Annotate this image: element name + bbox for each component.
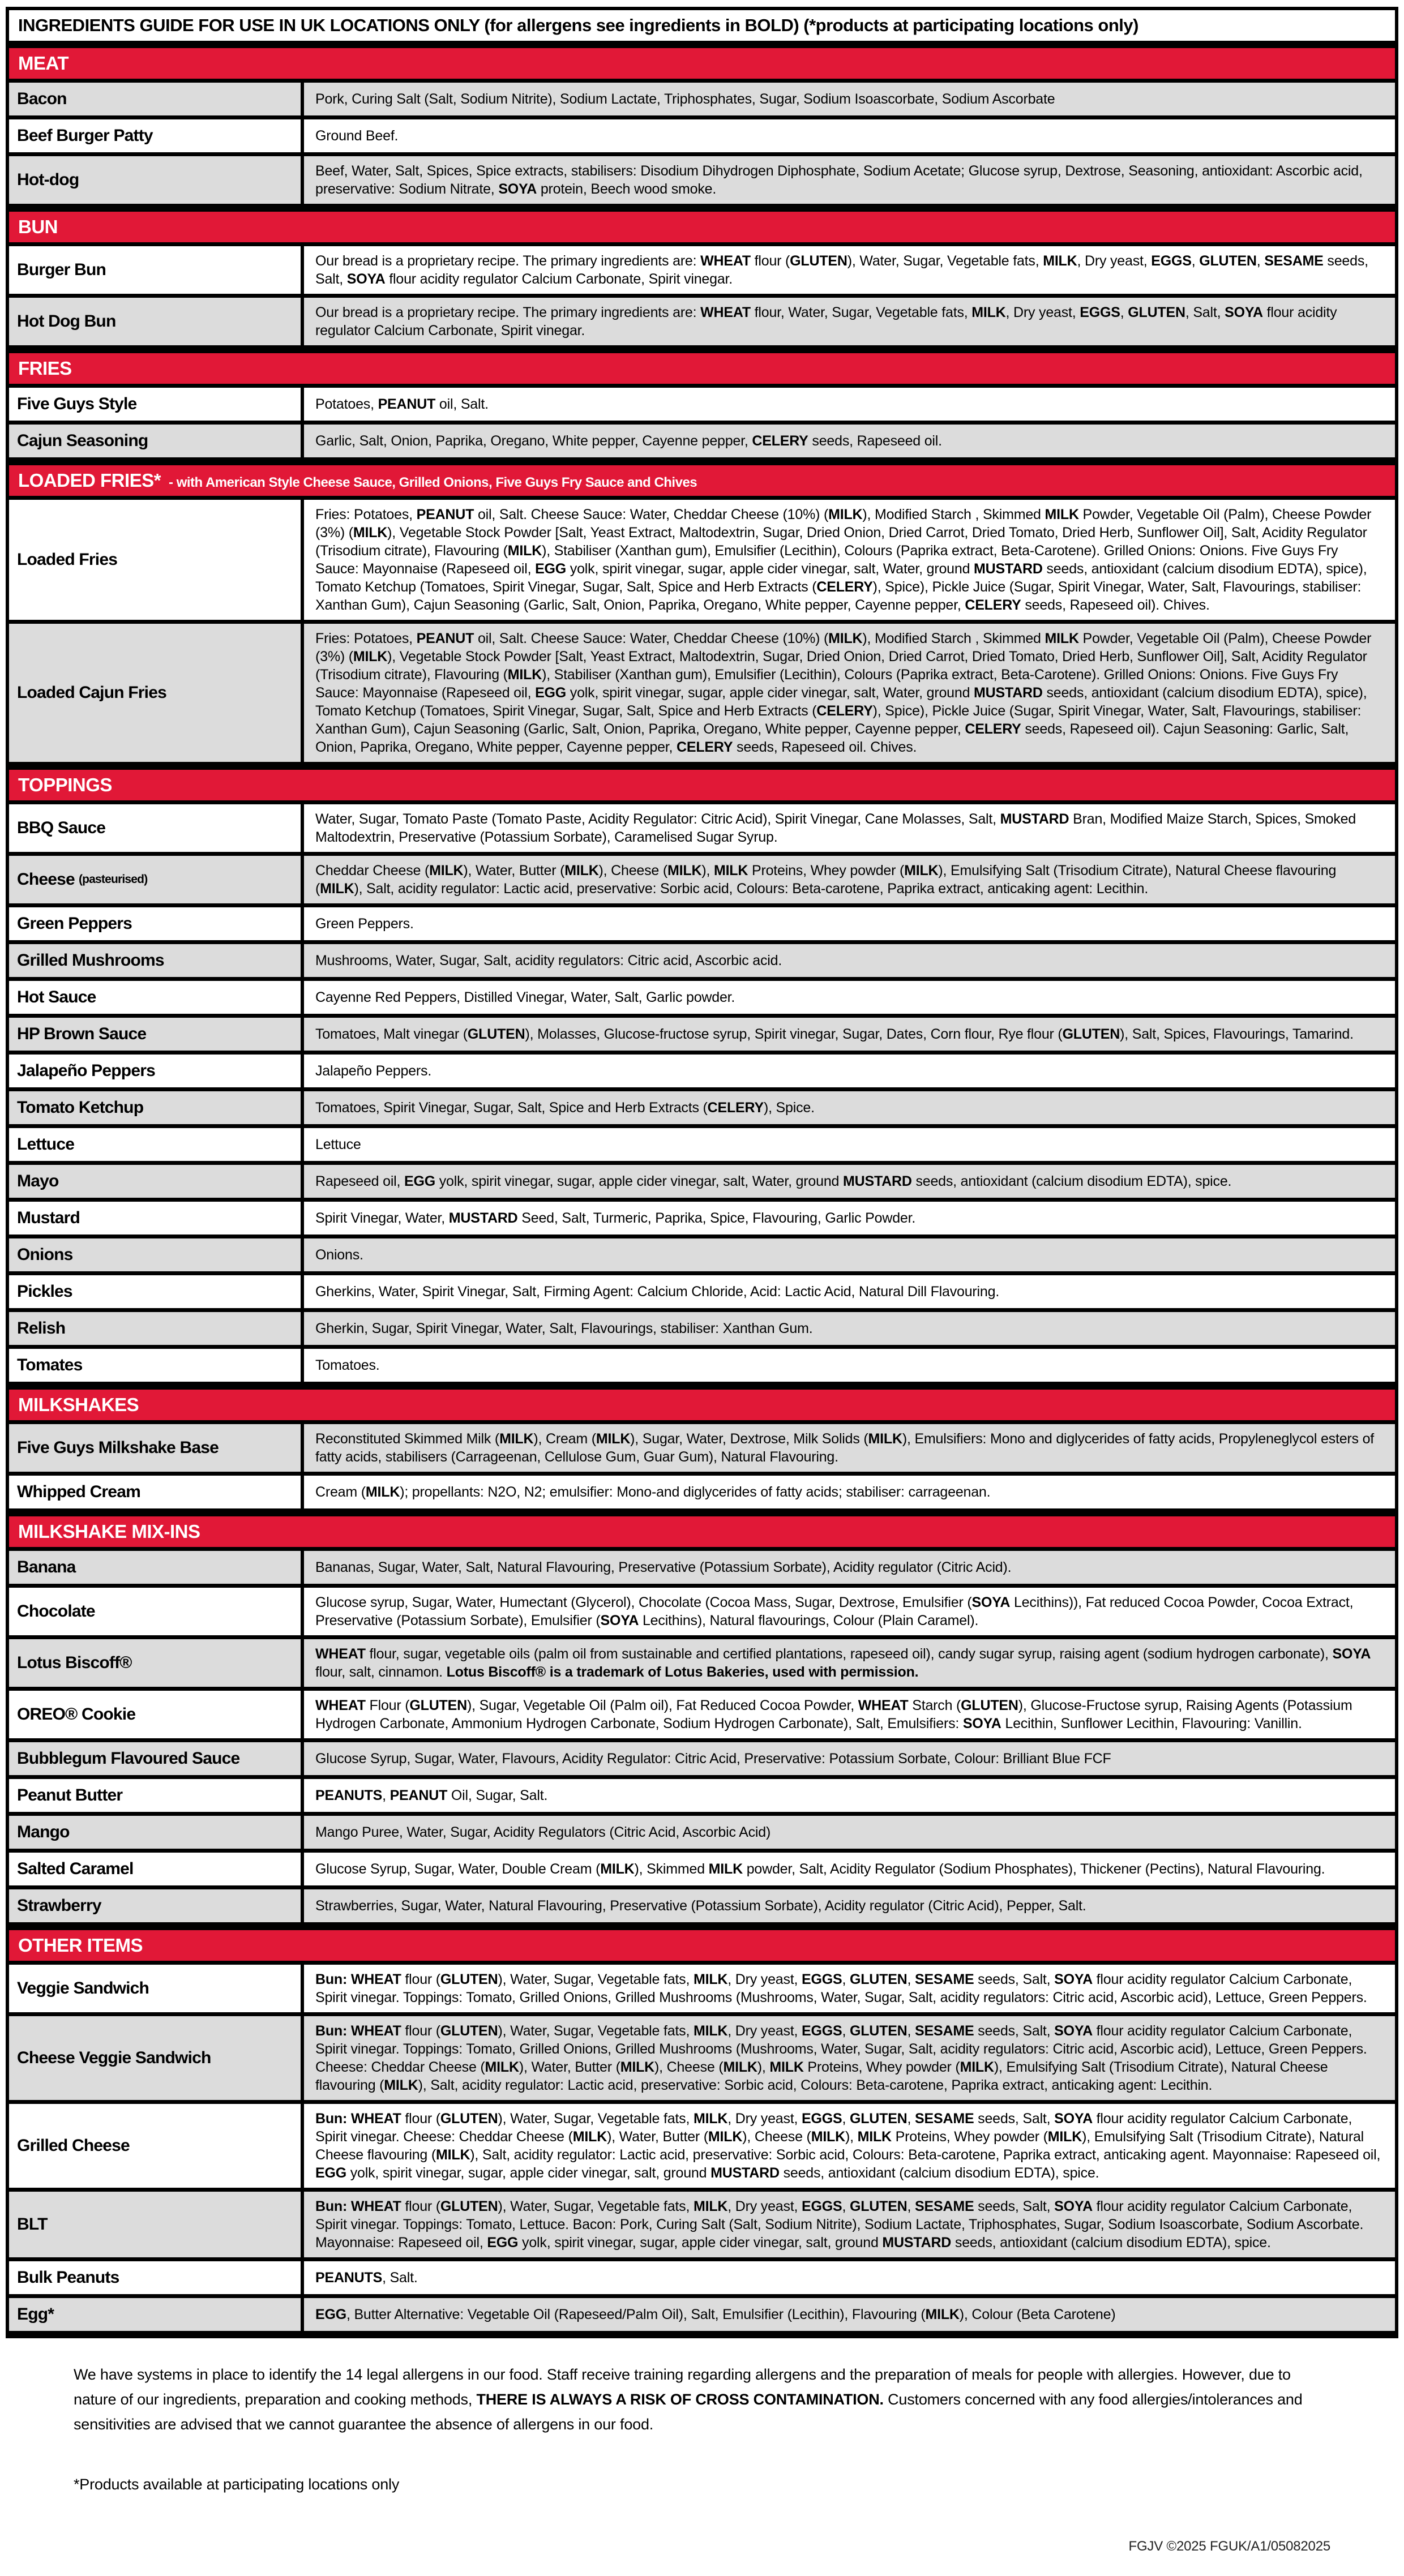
item-name: Cheese Veggie Sandwich bbox=[17, 2048, 211, 2068]
ingredients-text: EGG, Butter Alternative: Vegetable Oil (Rapeseed/Palm Oil), Salt, Emulsifier (Lecithin), Flavouring (MILK), Colour (Beta Carotene) bbox=[315, 2307, 1116, 2322]
item-name-cell bbox=[9, 1424, 304, 1472]
ingredients-cell bbox=[304, 804, 1395, 852]
ingredients-cell bbox=[304, 2104, 1395, 2188]
table-row bbox=[9, 83, 1395, 119]
item-name: Peanut Butter bbox=[17, 1786, 123, 1805]
ingredients-cell bbox=[304, 907, 1395, 940]
ingredients-text: Tomatoes, Malt vinegar (GLUTEN), Molasses, Glucose-fructose syrup, Spirit vinegar, Sugar, Dates, Corn flour, Rye flour (GLUTEN), Salt, Spices, Flavourings, Tamarind. bbox=[315, 1026, 1354, 1042]
section-rows bbox=[9, 388, 1395, 461]
ingredients-text: Rapeseed oil, EGG yolk, spirit vinegar, sugar, apple cider vinegar, salt, Water, ground MUSTARD seeds, antioxidant (calcium disodium EDTA), spice. bbox=[315, 1173, 1232, 1189]
item-name: Mayo bbox=[17, 1172, 59, 1191]
item-name: Hot Sauce bbox=[17, 988, 96, 1007]
document-code: FGJV ©2025 FGUK/A1/05082025 bbox=[1128, 2539, 1330, 2554]
section bbox=[9, 208, 1395, 349]
item-name: Whipped Cream bbox=[17, 1482, 140, 1502]
table-row bbox=[9, 1055, 1395, 1091]
ingredients-cell bbox=[304, 1312, 1395, 1345]
table-row bbox=[9, 1691, 1395, 1742]
table-row bbox=[9, 1275, 1395, 1312]
section-label: TOPPINGS bbox=[18, 774, 112, 795]
ingredients-text: WHEAT flour, sugar, vegetable oils (palm oil from sustainable and certified plantations, rapeseed oil), candy sugar syrup, raising agent (sodium hydrogen carbonate), SOYA flour, salt, cinnamon. Lotus Biscoff® is a trademark of Lotus Bakeries, used with permission. bbox=[315, 1646, 1371, 1680]
item-name-cell bbox=[9, 500, 304, 620]
item-name: Five Guys Style bbox=[17, 395, 137, 414]
item-name: Banana bbox=[17, 1558, 76, 1577]
ingredients-cell bbox=[304, 1476, 1395, 1508]
item-name: HP Brown Sauce bbox=[17, 1025, 147, 1044]
item-name: Tomato Ketchup bbox=[17, 1098, 144, 1117]
ingredients-text: Green Peppers. bbox=[315, 916, 414, 932]
item-name-cell bbox=[9, 246, 304, 294]
ingredients-cell bbox=[304, 1588, 1395, 1635]
ingredients-text: Spirit Vinegar, Water, MUSTARD Seed, Salt, Turmeric, Paprika, Spice, Flavouring, Garlic Powder. bbox=[315, 1210, 916, 1226]
ingredients-text: Bun: WHEAT flour (GLUTEN), Water, Sugar, Vegetable fats, MILK, Dry yeast, EGGS, GLUTEN, SESAME seeds, Salt, SOYA flour acidity regulator Calcium Carbonate, Spirit vinegar. Toppings: Tomato, Grilled Onions, Grilled Mushrooms (Mushrooms, Water, Sugar, Salt, acidity regulators: Citric acid, Ascorbic acid), Lettuce, Green Peppers. Cheese: Cheddar Cheese (MILK), Water, Butter (MILK), Cheese (MILK), MILK Proteins, Whey powder (MILK), Emulsifying Salt (Trisodium Citrate), Natural Cheese flavouring (MILK), Salt, acidity regulator: Lactic acid, preservative: Sorbic acid, Colours: Beta-carotene, Paprika extract, anticaking agent: Lecithin. bbox=[315, 2023, 1367, 2093]
item-name: Hot-dog bbox=[17, 170, 79, 190]
allergen-disclaimer: We have systems in place to identify the 14 legal allergens in our food. Staff receive training regarding allergens and the preparation of meals for people with allergies. However, due to nature of our ingredients, preparation and cooking methods, THERE IS ALWAYS A RISK OF CROSS CONTAMINATION. Customers concerned with any food allergies/intolerances and sensitivities are advised that we cannot guarantee the absence of allergens in our food. bbox=[74, 2366, 1303, 2433]
item-name: Lettuce bbox=[17, 1135, 75, 1154]
item-name-cell bbox=[9, 1165, 304, 1198]
item-name: Mango bbox=[17, 1823, 70, 1842]
item-name: Cajun Seasoning bbox=[17, 431, 148, 451]
ingredients-cell bbox=[304, 1128, 1395, 1161]
ingredients-text: Mango Puree, Water, Sugar, Acidity Regulators (Citric Acid, Ascorbic Acid) bbox=[315, 1824, 771, 1840]
table-row bbox=[9, 1165, 1395, 1202]
page-title: INGREDIENTS GUIDE FOR USE IN UK LOCATIONS ONLY (for allergens see ingredients in BOLD) (*products at participating locations only) bbox=[6, 7, 1398, 44]
table-row bbox=[9, 2261, 1395, 2298]
section-rows bbox=[9, 83, 1395, 208]
ingredients-cell bbox=[304, 388, 1395, 421]
table-row bbox=[9, 1091, 1395, 1128]
table-row bbox=[9, 388, 1395, 425]
table-row bbox=[9, 907, 1395, 944]
ingredients-cell bbox=[304, 1691, 1395, 1738]
table-row bbox=[9, 1853, 1395, 1889]
section-rows bbox=[9, 1424, 1395, 1512]
ingredients-text: PEANUTS, PEANUT Oil, Sugar, Salt. bbox=[315, 1788, 548, 1803]
ingredients-cell bbox=[304, 83, 1395, 115]
section-label: FRIES bbox=[18, 358, 72, 379]
section-label: OTHER ITEMS bbox=[18, 1935, 143, 1956]
ingredients-cell bbox=[304, 1853, 1395, 1885]
ingredients-text: Glucose Syrup, Sugar, Water, Double Cream (MILK), Skimmed MILK powder, Salt, Acidity Regulator (Sodium Phosphates), Thickener (Pectins), Natural Flavouring. bbox=[315, 1861, 1325, 1877]
section-label: MEAT bbox=[18, 53, 69, 74]
item-name-cell bbox=[9, 1275, 304, 1308]
item-name: BBQ Sauce bbox=[17, 818, 106, 838]
ingredients-cell bbox=[304, 1424, 1395, 1472]
section-rows bbox=[9, 1551, 1395, 1926]
item-name: Salted Caramel bbox=[17, 1859, 134, 1879]
table-row bbox=[9, 425, 1395, 461]
item-name-cell bbox=[9, 1853, 304, 1885]
ingredients-cell bbox=[304, 1742, 1395, 1775]
item-name: Pickles bbox=[17, 1282, 72, 1301]
ingredients-text: Pork, Curing Salt (Salt, Sodium Nitrite), Sodium Lactate, Triphosphates, Sugar, Sodium Isoascorbate, Sodium Ascorbate bbox=[315, 91, 1055, 107]
table-row bbox=[9, 804, 1395, 856]
item-name: Tomates bbox=[17, 1356, 83, 1375]
ingredients-text: Bun: WHEAT flour (GLUTEN), Water, Sugar, Vegetable fats, MILK, Dry yeast, EGGS, GLUTEN, SESAME seeds, Salt, SOYA flour acidity regulator Calcium Carbonate, Spirit vinegar. Toppings: Tomato, Grilled Onions, Grilled Mushrooms (Mushrooms, Water, Sugar, Salt, acidity regulators: Citric acid, Ascorbic acid), Lettuce, Green Peppers. bbox=[315, 1971, 1367, 2005]
item-name-cell bbox=[9, 1312, 304, 1345]
ingredients-text: PEANUTS, Salt. bbox=[315, 2270, 418, 2286]
item-name-cell bbox=[9, 2104, 304, 2188]
item-name: Hot Dog Bun bbox=[17, 312, 116, 331]
section-rows bbox=[9, 246, 1395, 349]
section bbox=[9, 1386, 1395, 1512]
section bbox=[9, 349, 1395, 461]
item-name-cell bbox=[9, 1055, 304, 1087]
ingredients-text: Strawberries, Sugar, Water, Natural Flavouring, Preservative (Potassium Sorbate), Acidity regulator (Citric Acid), Pepper, Salt. bbox=[315, 1898, 1086, 1914]
table-row bbox=[9, 856, 1395, 907]
table-row bbox=[9, 156, 1395, 208]
table-row bbox=[9, 2298, 1395, 2335]
item-name: Mustard bbox=[17, 1208, 80, 1228]
ingredients-cell bbox=[304, 425, 1395, 457]
ingredients-text: Jalapeño Peppers. bbox=[315, 1063, 432, 1079]
table-row bbox=[9, 1816, 1395, 1853]
ingredients-cell bbox=[304, 1238, 1395, 1271]
item-name-cell bbox=[9, 1742, 304, 1775]
table-row bbox=[9, 944, 1395, 981]
item-name-cell bbox=[9, 1128, 304, 1161]
section-header bbox=[9, 208, 1395, 246]
item-name-cell bbox=[9, 119, 304, 152]
section-label: BUN bbox=[18, 216, 58, 237]
footer bbox=[74, 2362, 1330, 2576]
item-name-cell bbox=[9, 1779, 304, 1812]
table-row bbox=[9, 1588, 1395, 1639]
section-header bbox=[9, 1512, 1395, 1551]
ingredients-text: Cayenne Red Peppers, Distilled Vinegar, Water, Salt, Garlic powder. bbox=[315, 989, 735, 1005]
ingredients-cell bbox=[304, 1165, 1395, 1198]
item-name-cell bbox=[9, 804, 304, 852]
item-name-cell bbox=[9, 907, 304, 940]
table-row bbox=[9, 1742, 1395, 1779]
participating-note: *Products available at participating locations only bbox=[74, 2476, 400, 2493]
section-rows bbox=[9, 1965, 1395, 2335]
item-name-cell bbox=[9, 298, 304, 345]
ingredients-text: Glucose syrup, Sugar, Water, Humectant (Glycerol), Chocolate (Cocoa Mass, Sugar, Dextrose, Emulsifier (SOYA Lecithins)), Fat reduced Cocoa Powder, Cocoa Extract, Preservative (Potassium Sorbate), Emulsifier (SOYA Lecithins), Natural flavourings, Colour (Plain Caramel). bbox=[315, 1595, 1354, 1628]
ingredients-cell bbox=[304, 1091, 1395, 1124]
item-name: Veggie Sandwich bbox=[17, 1979, 149, 1998]
item-name: Grilled Mushrooms bbox=[17, 951, 164, 970]
section bbox=[9, 1926, 1395, 2335]
section bbox=[9, 1512, 1395, 1926]
item-name-cell bbox=[9, 1816, 304, 1849]
section bbox=[9, 766, 1395, 1386]
ingredients-cell bbox=[304, 1639, 1395, 1687]
item-name: Strawberry bbox=[17, 1896, 101, 1915]
ingredients-cell bbox=[304, 1202, 1395, 1235]
section-header bbox=[9, 461, 1395, 500]
item-name-cell bbox=[9, 1691, 304, 1738]
section-label: MILKSHAKES bbox=[18, 1394, 139, 1415]
item-name-cell bbox=[9, 1091, 304, 1124]
section-label: LOADED FRIES* bbox=[18, 470, 161, 491]
table-row bbox=[9, 2016, 1395, 2104]
item-name-cell bbox=[9, 981, 304, 1014]
item-name: Grilled Cheese bbox=[17, 2136, 130, 2155]
ingredients-cell bbox=[304, 2261, 1395, 2294]
item-name-cell bbox=[9, 2192, 304, 2257]
ingredients-cell bbox=[304, 2192, 1395, 2257]
item-name: Bulk Peanuts bbox=[17, 2268, 119, 2287]
item-name-cell bbox=[9, 425, 304, 457]
item-name: Lotus Biscoff® bbox=[17, 1653, 132, 1673]
ingredients-text: Our bread is a proprietary recipe. The primary ingredients are: WHEAT flour, Water, Sugar, Vegetable fats, MILK, Dry yeast, EGGS, GLUTEN, Salt, SOYA flour acidity regulator Calcium Carbonate, Spirit vinegar. bbox=[315, 305, 1337, 338]
item-name: Green Peppers bbox=[17, 914, 132, 933]
ingredients-text: Glucose Syrup, Sugar, Water, Flavours, Acidity Regulator: Citric Acid, Preservative: Potassium Sorbate, Colour: Brilliant Blue FCF bbox=[315, 1751, 1111, 1767]
table-row bbox=[9, 981, 1395, 1018]
section-label: MILKSHAKE MIX-INS bbox=[18, 1521, 200, 1542]
ingredients-cell bbox=[304, 2298, 1395, 2331]
ingredients-cell bbox=[304, 2016, 1395, 2100]
item-name-cell bbox=[9, 624, 304, 762]
ingredients-cell bbox=[304, 1349, 1395, 1382]
item-name: Five Guys Milkshake Base bbox=[17, 1438, 219, 1458]
item-name-cell bbox=[9, 944, 304, 977]
table-row bbox=[9, 1889, 1395, 1926]
item-name-cell bbox=[9, 1889, 304, 1922]
table-row bbox=[9, 1424, 1395, 1476]
section bbox=[9, 44, 1395, 208]
ingredients-cell bbox=[304, 1018, 1395, 1051]
item-name-cell bbox=[9, 1551, 304, 1584]
item-name: BLT bbox=[17, 2215, 48, 2234]
table-row bbox=[9, 1128, 1395, 1165]
item-name-cell bbox=[9, 1476, 304, 1508]
section-header bbox=[9, 349, 1395, 388]
ingredients-text: Mushrooms, Water, Sugar, Salt, acidity regulators: Citric acid, Ascorbic acid. bbox=[315, 953, 782, 968]
item-name: Burger Bun bbox=[17, 260, 106, 280]
ingredients-cell bbox=[304, 944, 1395, 977]
section-subtitle: - with American Style Cheese Sauce, Grilled Onions, Five Guys Fry Sauce and Chives bbox=[169, 475, 697, 490]
ingredients-text: Gherkin, Sugar, Spirit Vinegar, Water, Salt, Flavourings, stabiliser: Xanthan Gum. bbox=[315, 1321, 813, 1336]
item-name-cell bbox=[9, 1202, 304, 1235]
item-name: Beef Burger Patty bbox=[17, 126, 153, 145]
item-name-cell bbox=[9, 1965, 304, 2012]
ingredients-cell bbox=[304, 298, 1395, 345]
table-row bbox=[9, 298, 1395, 349]
item-name-cell bbox=[9, 156, 304, 204]
ingredients-cell bbox=[304, 246, 1395, 294]
ingredients-text: Fries: Potatoes, PEANUT oil, Salt. Cheese Sauce: Water, Cheddar Cheese (10%) (MILK), Modified Starch , Skimmed MILK Powder, Vegetable Oil (Palm), Cheese Powder (3%) (MILK), Vegetable Stock Powder [Salt, Yeast Extract, Maltodextrin, Sugar, Dried Onion, Dried Carrot, Dried Tomato, Dried Herb, Sunflower Oil], Salt, Acidity Regulator (Trisodium citrate), Flavouring (MILK), Stabiliser (Xanthan gum), Emulsifier (Lecithin), Colours (Paprika extract, Beta-Carotene). Grilled Onions: Onions. Five Guys Fry Sauce: Mayonnaise (Rapeseed oil, EGG yolk, spirit vinegar, sugar, apple cider vinegar, salt, Water, ground MUSTARD seeds, antioxidant (calcium disodium EDTA), spice), Tomato Ketchup (Tomatoes, Spirit Vinegar, Sugar, Salt, Spice and Herb Extracts (CELERY), Spice), Pickle Juice (Sugar, Spirit Vinegar, Water, Salt, Flavourings, stabiliser: Xanthan Gum), Cajun Seasoning (Garlic, Salt, Onion, Paprika, Oregano, White pepper, Cayenne pepper, CELERY seeds, Rapeseed oil). Chives. bbox=[315, 507, 1372, 613]
ingredients-text: Potatoes, PEANUT oil, Salt. bbox=[315, 396, 489, 412]
ingredients-text: Reconstituted Skimmed Milk (MILK), Cream (MILK), Sugar, Water, Dextrose, Milk Solids (MILK), Emulsifiers: Mono and diglycerides of fatty acids, Propyleneglycol esters of fatty acids, stabilisers (Carrageenan, Cellulose Gum, Guar Gum), Natural Flavouring. bbox=[315, 1431, 1375, 1465]
section-rows bbox=[9, 804, 1395, 1386]
item-name: OREO® Cookie bbox=[17, 1705, 136, 1724]
item-name-cell bbox=[9, 83, 304, 115]
ingredients-cell bbox=[304, 1779, 1395, 1812]
ingredients-cell bbox=[304, 500, 1395, 620]
table-row bbox=[9, 1779, 1395, 1816]
table-row bbox=[9, 246, 1395, 298]
ingredients-table bbox=[6, 44, 1398, 2338]
ingredients-text: WHEAT Flour (GLUTEN), Sugar, Vegetable Oil (Palm oil), Fat Reduced Cocoa Powder, WHEAT Starch (GLUTEN), Glucose-Fructose syrup, Raising Agents (Potassium Hydrogen Carbonate, Ammonium Hydrogen Carbonate, Sodium Hydrogen Carbonate), Salt, Emulsifiers: SOYA Lecithin, Sunflower Lecithin, Flavouring: Vanillin. bbox=[315, 1698, 1352, 1731]
ingredients-text: Ground Beef. bbox=[315, 128, 399, 144]
ingredients-text: Tomatoes. bbox=[315, 1357, 380, 1373]
item-name: Loaded Cajun Fries bbox=[17, 683, 166, 702]
table-row bbox=[9, 1312, 1395, 1349]
item-name-cell bbox=[9, 1349, 304, 1382]
item-name: Onions bbox=[17, 1245, 73, 1265]
item-name: Relish bbox=[17, 1319, 66, 1338]
ingredients-text: Tomatoes, Spirit Vinegar, Sugar, Salt, Spice and Herb Extracts (CELERY), Spice. bbox=[315, 1100, 815, 1116]
table-row bbox=[9, 1018, 1395, 1055]
item-name-cell bbox=[9, 856, 304, 903]
section bbox=[9, 461, 1395, 766]
item-name-cell bbox=[9, 1238, 304, 1271]
ingredients-cell bbox=[304, 1551, 1395, 1584]
ingredients-text: Water, Sugar, Tomato Paste (Tomato Paste, Acidity Regulator: Citric Acid), Spirit Vinegar, Cane Molasses, Salt, MUSTARD Bran, Modified Maize Starch, Spices, Smoked Maltodextrin, Preservative (Potassium Sorbate), Caramelised Sugar Syrup. bbox=[315, 811, 1356, 845]
ingredients-text: Lettuce bbox=[315, 1137, 361, 1152]
ingredients-cell bbox=[304, 1889, 1395, 1922]
ingredients-text: Bananas, Sugar, Water, Salt, Natural Flavouring, Preservative (Potassium Sorbate), Acidity regulator (Citric Acid). bbox=[315, 1559, 1012, 1575]
item-name: Bacon bbox=[17, 89, 67, 109]
item-name-cell bbox=[9, 2261, 304, 2294]
table-row bbox=[9, 1238, 1395, 1275]
table-row bbox=[9, 624, 1395, 766]
table-row bbox=[9, 119, 1395, 156]
table-row bbox=[9, 1639, 1395, 1691]
ingredients-text: Our bread is a proprietary recipe. The primary ingredients are: WHEAT flour (GLUTEN), Water, Sugar, Vegetable fats, MILK, Dry yeast, EGGS, GLUTEN, SESAME seeds, Salt, SOYA flour acidity regulator Calcium Carbonate, Spirit vinegar. bbox=[315, 253, 1368, 287]
table-row bbox=[9, 1551, 1395, 1588]
item-name-cell bbox=[9, 1639, 304, 1687]
ingredients-cell bbox=[304, 156, 1395, 204]
table-row bbox=[9, 1476, 1395, 1512]
item-name: Loaded Fries bbox=[17, 550, 118, 569]
item-name: Jalapeño Peppers bbox=[17, 1061, 155, 1081]
item-name-cell bbox=[9, 1018, 304, 1051]
item-name: Bubblegum Flavoured Sauce bbox=[17, 1749, 240, 1768]
table-row bbox=[9, 1349, 1395, 1386]
item-name: Cheese bbox=[17, 870, 75, 889]
table-row bbox=[9, 1965, 1395, 2016]
section-header bbox=[9, 44, 1395, 83]
item-name-suffix: (pasteurised) bbox=[78, 872, 148, 886]
ingredients-text: Beef, Water, Salt, Spices, Spice extracts, stabilisers: Disodium Dihydrogen Diphosphate, Sodium Acetate; Glucose syrup, Dextrose, Seasoning, antioxidant: Ascorbic acid, preservative: Sodium Nitrate, SOYA protein, Beech wood smoke. bbox=[315, 163, 1363, 197]
section-header bbox=[9, 766, 1395, 804]
item-name-cell bbox=[9, 388, 304, 421]
table-row bbox=[9, 500, 1395, 624]
ingredients-text: Garlic, Salt, Onion, Paprika, Oregano, White pepper, Cayenne pepper, CELERY seeds, Rapeseed oil. bbox=[315, 433, 942, 449]
ingredients-text: Cream (MILK); propellants: N2O, N2; emulsifier: Mono-and diglycerides of fatty acids; stabiliser: carrageenan. bbox=[315, 1484, 991, 1500]
ingredients-text: Cheddar Cheese (MILK), Water, Butter (MILK), Cheese (MILK), MILK Proteins, Whey powder (MILK), Emulsifying Salt (Trisodium Citrate), Natural Cheese flavouring (MILK), Salt, acidity regulator: Lactic acid, preservative: Sorbic acid, Colours: Beta-carotene, Paprika extract, anticaking agent: Lecithin. bbox=[315, 863, 1337, 897]
table-row bbox=[9, 2192, 1395, 2261]
table-row bbox=[9, 2104, 1395, 2192]
ingredients-cell bbox=[304, 1055, 1395, 1087]
ingredients-text: Onions. bbox=[315, 1247, 363, 1263]
section-rows bbox=[9, 500, 1395, 766]
item-name: Egg* bbox=[17, 2305, 54, 2324]
section-header bbox=[9, 1386, 1395, 1424]
ingredients-cell bbox=[304, 1275, 1395, 1308]
ingredients-cell bbox=[304, 119, 1395, 152]
ingredients-text: Fries: Potatoes, PEANUT oil, Salt. Cheese Sauce: Water, Cheddar Cheese (10%) (MILK), Modified Starch , Skimmed MILK Powder, Vegetable Oil (Palm), Cheese Powder (3%) (MILK), Vegetable Stock Powder [Salt, Yeast Extract, Maltodextrin, Sugar, Dried Onion, Dried Carrot, Dried Tomato, Dried Herb, Sunflower Oil], Salt, Acidity Regulator (Trisodium citrate), Flavouring (MILK), Stabiliser (Xanthan gum), Emulsifier (Lecithin), Colours (Paprika extract, Beta-Carotene). Grilled Onions: Onions. Five Guys Fry Sauce: Mayonnaise (Rapeseed oil, EGG yolk, spirit vinegar, sugar, apple cider vinegar, salt, Water, ground MUSTARD seeds, antioxidant (calcium disodium EDTA), spice), Tomato Ketchup (Tomatoes, Spirit Vinegar, Sugar, Salt, Spice and Herb Extracts (CELERY), Spice), Pickle Juice (Sugar, Spirit Vinegar, Water, Salt, Flavourings, stabiliser: Xanthan Gum), Cajun Seasoning (Garlic, Salt, Onion, Paprika, Oregano, White pepper, Cayenne pepper, CELERY seeds, Rapeseed oil). Cajun Seasoning: Garlic, Salt, Onion, Paprika, Oregano, White pepper, Cayenne pepper, CELERY seeds, Rapeseed oil. Chives. bbox=[315, 631, 1372, 755]
ingredients-text: Bun: WHEAT flour (GLUTEN), Water, Sugar, Vegetable fats, MILK, Dry yeast, EGGS, GLUTEN, SESAME seeds, Salt, SOYA flour acidity regulator Calcium Carbonate, Spirit vinegar. Cheese: Cheddar Cheese (MILK), Water, Butter (MILK), Cheese (MILK), MILK Proteins, Whey powder (MILK), Emulsifying Salt (Trisodium Citrate), Natural Cheese flavouring (MILK), Salt, acidity regulator: Lactic acid, preservative: Sorbic acid, Colours: Beta-carotene, Paprika extract, anticaking agent. Mayonnaise: Rapeseed oil, EGG yolk, spirit vinegar, sugar, apple cider vinegar, salt, ground MUSTARD seeds, antioxidant (calcium disodium EDTA), spice. bbox=[315, 2111, 1381, 2181]
ingredients-cell bbox=[304, 981, 1395, 1014]
ingredients-cell bbox=[304, 624, 1395, 762]
ingredients-cell bbox=[304, 856, 1395, 903]
table-row bbox=[9, 1202, 1395, 1238]
item-name-cell bbox=[9, 1588, 304, 1635]
ingredients-text: Gherkins, Water, Spirit Vinegar, Salt, Firming Agent: Calcium Chloride, Acid: Lactic Acid, Natural Dill Flavouring. bbox=[315, 1284, 1000, 1300]
section-header bbox=[9, 1926, 1395, 1965]
item-name: Chocolate bbox=[17, 1602, 95, 1621]
ingredients-cell bbox=[304, 1816, 1395, 1849]
item-name-cell bbox=[9, 2016, 304, 2100]
ingredients-cell bbox=[304, 1965, 1395, 2012]
ingredients-text: Bun: WHEAT flour (GLUTEN), Water, Sugar, Vegetable fats, MILK, Dry yeast, EGGS, GLUTEN, SESAME seeds, Salt, SOYA flour acidity regulator Calcium Carbonate, Spirit vinegar. Toppings: Tomato, Lettuce. Bacon: Pork, Curing Salt (Salt, Sodium Nitrite), Sodium Lactate, Triphosphates, Sugar, Sodium Isoascorbate, Sodium Ascorbate. Mayonnaise: Rapeseed oil, EGG yolk, spirit vinegar, sugar, apple cider vinegar, salt, ground MUSTARD seeds, antioxidant (calcium disodium EDTA), spice. bbox=[315, 2198, 1364, 2251]
item-name-cell bbox=[9, 2298, 304, 2331]
